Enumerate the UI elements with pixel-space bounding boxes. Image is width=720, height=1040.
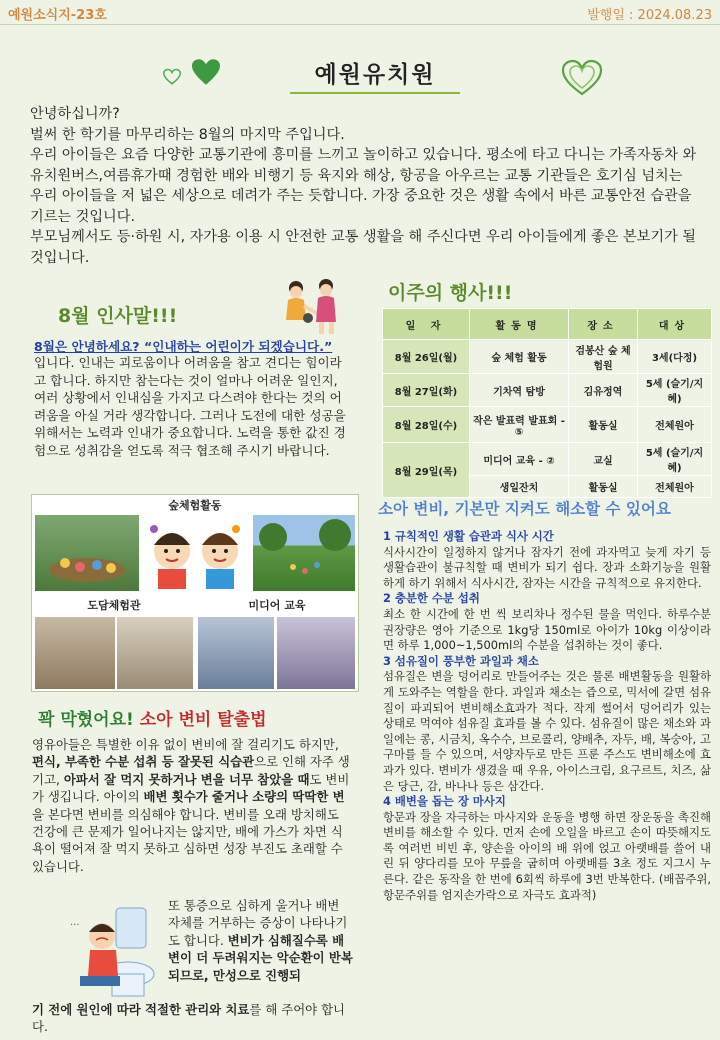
col-header-date: 일 자 [383,309,470,340]
event-place: 김유정역 [569,374,638,407]
constipation-basics-title: 소아 변비, 기본만 지켜도 해소할 수 있어요 [378,500,671,518]
media-photo-2 [277,617,355,689]
escape-text: 영유아들은 특별한 이유 없이 변비에 잘 걸리기도 하지만, [32,737,339,752]
intro-line: 우리 아이들은 요즘 다양한 교통기관에 흥미를 느끼고 놀이하고 있습니다. 평소에 타고 다니는 가족자동차 와 유치원버스,여름휴가때 경험한 배와 비행기 등 육지와 해상, 항공을 아우르는 교통 기관들은 호기심 넘치는 우리 아이들을 저 넓은 세상으로 데려가 주는 듯합니다. 가장 중요한 것은 생활 속에서 바른 교통안전 습관을 기르는 것입니다. [30,147,697,225]
section-heading: 2 충분한 수분 섭취 [383,591,480,606]
media-photo-1 [198,617,274,689]
table-row [383,443,712,476]
event-target: 전체원아 [638,407,712,443]
photo-label-media: 미디어 교육 [198,597,356,613]
event-place: 활동실 [569,407,638,443]
forest-illustration [142,515,250,591]
table-row [383,374,712,407]
intro-line: 안녕하십니까? [30,106,120,122]
intro-line: 벌써 한 학기를 마무리하는 8월의 마지막 주입니다. [30,126,345,143]
heart-outline-icon [163,68,181,86]
forest-photo-2 [253,515,355,591]
svg-text:···: ··· [70,920,80,931]
dodam-photo-2 [117,617,193,689]
event-place: 검봉산 숲 체험원 [569,340,638,374]
escape-text-bold: 기 전에 원인에 따라 적절한 관리와 치료 [32,1002,250,1017]
photo-label-forest: 숲체험활동 [32,497,358,513]
child-on-toilet-icon [56,900,162,1000]
table-row [383,340,712,374]
escape-text: 을 본다면 변비를 의심해야 합니다. 변비를 오래 방치해도 건강에 큰 문제가 일어나지는 않지만, 배에 가스가 차면 식욕이 떨어져 잘 먹지 못하고 심하면 성장 부진도 초래할 수 있습니다. [32,806,343,874]
event-target: 전체원아 [638,476,712,498]
greeting-body: 입니다. 인내는 괴로움이나 어려움을 참고 견디는 힘이라고 합니다. 하지만 참는다는 것이 얼마나 어려운 일인지, 여러 상황에서 인내심을 가지고 다스려야 한다는 것의 어려움을 아실 거라 생각합니다. 그러나 도전에 대한 성공을 위해서는 노력과 인내가 중요합니다. 노력을 통한 값진 경험으로 성취감을 얻도록 적극 협조해 주시기 바랍니다. [34,355,346,458]
header-divider [0,24,720,25]
col-header-target: 대상 [638,309,712,340]
event-activity: 기차역 탐방 [470,374,569,407]
event-activity: 숲 체험 활동 [470,340,569,374]
escape-text-bold: 배변 횟수가 줄거나 소량의 딱딱한 변 [143,789,345,805]
section-heading: 4 배변을 돕는 장 마사지 [383,794,506,809]
greeting-subtitle: 8월은 안녕하세요? “인내하는 어린이가 되겠습니다.” [34,339,333,354]
events-header-row [383,309,712,340]
table-row [383,407,712,443]
dodam-photo-1 [35,617,115,689]
section-text: 섬유질은 변을 덩어리로 만들어주는 것은 물론 배변활동을 원활하게 도와주는 역할을 한다. 과일과 채소는 즙으로, 믹서에 갈면 섬유질이 파괴되어 변비해소효과가 적다. 작게 썰어서 덩어리가 있는 상태로 먹여야 섬유질 효과를 볼 수 있다. 섬유질이 많은 채소와 과일에는 콩, 시금치, 옥수수, 브로콜리, 양배추, 자두, 배, 복숭아, 고구마를 들 수 있으며, 서양자두로 만든 프룬 주스도 변비해소에 효과가 있다. 변비가 생겼을 때 우유, 아이스크림, 요구르트, 치즈, 삶은 당근, 감, 바나나 등은 삼간다. [383,669,711,793]
heart-filled-icon [190,58,222,86]
events-title: 이주의 행사!!! [388,282,513,304]
event-activity: 미디어 교육 - ② [470,443,569,476]
col-header-activity: 활동명 [470,309,569,340]
constipation-escape-title [38,705,267,730]
escape-text: 으로 인해 자주 생기고, [32,754,350,787]
event-place: 활동실 [569,476,638,498]
issue-number: 예원소식지-23호 [8,8,107,23]
escape-text: 를 해 주어야 합니다. [32,1002,346,1035]
event-date: 8월 27일(화) [383,374,470,407]
event-target: 5세 (슬기/지혜) [638,374,712,407]
event-target: 3세(다정) [638,340,712,374]
event-target: 5세 (슬기/지혜) [638,443,712,476]
event-date: 8월 29일(목) [383,443,470,498]
intro-line: 부모님께서도 등·하원 시, 자가용 이용 시 안전한 교통 생활을 해 주신다면 우리 아이들에게 좋은 본보기가 될 것입니다. [30,229,696,266]
section-heading: 1 규칙적인 생활 습관과 식사 시간 [383,529,554,543]
escape-title-part-b: 소아 변비 탈출법 [139,710,267,730]
escape-text-bold: 변비가 심해질수록 배변이 더 두려워지는 악순환이 반복되므로, 만성으로 진행되 [168,932,353,983]
escape-text: 또 통증으로 심하게 울거나 배변 자체를 거부하는 증상이 나타나기도 합니다. [168,898,348,948]
event-date: 8월 28일(수) [383,407,470,443]
event-activity: 생일잔치 [470,476,569,498]
kindergarten-title: 예원유치원 [290,58,460,94]
event-activity: 작은 발표력 발표회 - ⑤ [470,407,569,443]
escape-body-3 [32,1001,358,1036]
section-text: 최소 한 시간에 한 번 씩 보리차나 정수된 물을 먹인다. 하루수분 권장량은 영아 기준으로 1kg당 150ml로 아이가 10kg 이상이라면 하루 1,000~1,500ml의 수분을 섭취하는 것이 좋다. [383,606,711,653]
publish-date: 발행일 : 2024.08.23 [587,8,712,23]
escape-body [32,736,352,875]
activity-photo-panel [31,494,359,692]
section-text: 항문과 장을 자극하는 마사지와 운동을 병행 하면 장운동을 촉진해 변비를 해소할 수 있다. 먼저 손에 오일을 바르고 손이 따뜻해지도록 여러번 비빈 후, 양손을 아이의 배 위에 얹고 아랫배를 쓸어 내린 뒤 양다리를 모아 무릎을 굽히며 아랫배를 3초 정도 지그시 누른다. 같은 동작을 한 번에 6회씩 하루에 3번 반복한다. (배꼽주위, 항문주위를 엄지손가락으로 자극도 효과적) [383,809,711,902]
escape-title-part-a: 꽉 막혔어요! [38,710,134,730]
intro-letter [30,104,700,268]
forest-photo-1 [35,515,139,591]
events-table [382,308,712,498]
event-date: 8월 26일(월) [383,340,470,374]
escape-text-bold: 아파서 잘 먹지 못하거나 변을 너무 참았을 때 [63,771,310,787]
col-header-place: 장소 [569,309,638,340]
escape-body-2 [168,897,354,984]
escape-text: 도 변비가 생깁니다. 아이의 [32,771,350,805]
greeting-title: 8월 인사말!!! [58,305,178,327]
photo-label-dodam: 도담체험관 [35,597,193,613]
event-place: 교실 [569,443,638,476]
constipation-basics-body [383,529,711,903]
children-illustration-icon [278,276,352,336]
section-text: 식사시간이 일정하지 않거나 잠자기 전에 과자먹고 늦게 자기 등 생활습관이 불규칙할 때 변비가 되기 쉽다. 장과 소화기능을 원활하게 하기 위해서 식사시간, 잠자는 시간을 규칙적으로 유지한다. [383,544,711,590]
section-heading: 3 섬유질이 풍부한 과일과 채소 [383,653,539,668]
heart-doodle-icon [560,58,604,98]
escape-text-bold: 편식, 부족한 수분 섭취 등 잘못된 식습관 [32,754,255,770]
